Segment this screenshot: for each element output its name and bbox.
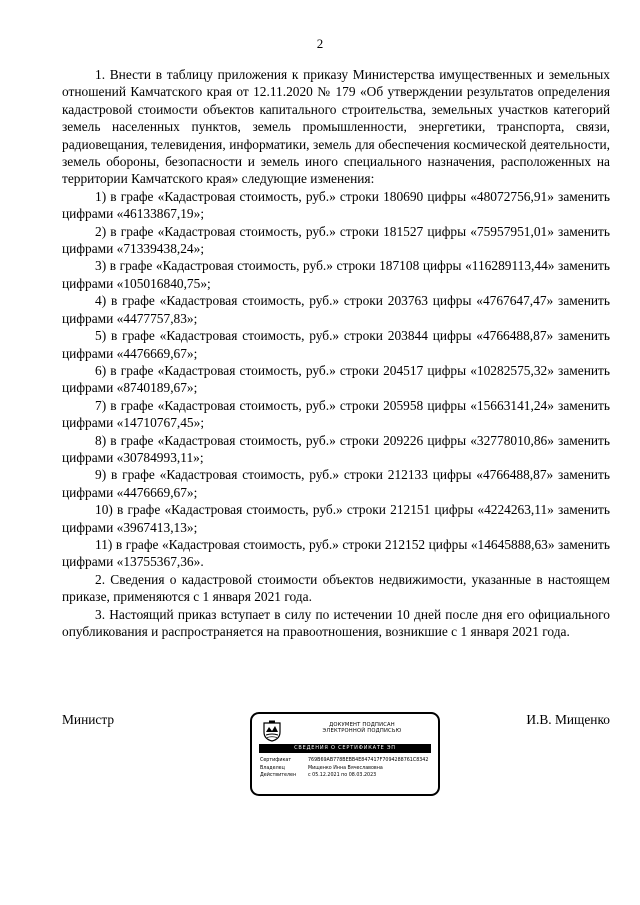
stamp-title (290, 722, 434, 735)
paragraph-1-intro: 1. Внести в таблицу приложения к приказу Министерства имущественных и земельных отношений Камчатского края от 12.11.2020 № 179 «Об утверждении результатов определения кадастровой стоимости объектов капитального строительства, земельных участков категорий земель населенных пунктов, земель промышленности, энергетики, транспорта, связи, радиовещания, телевидения, информатики, земель для обеспечения космической деятельности, земель обороны, безопасности и земель иного специального назначения, расположенных на территории Камчатского края» следующие изменения: (62, 67, 610, 187)
stamp-certificate-details (260, 757, 432, 780)
certificate-label: Сертификат (260, 758, 292, 763)
stamp-title-line-2: ЭЛЕКТРОННОЙ ПОДПИСЬЮ (322, 728, 402, 735)
amendment-item-3: 3) в графе «Кадастровая стоимость, руб.» строки 187108 цифры «116289113,44» заменить цифрами «105016840,75»; (62, 258, 610, 291)
signature-position: Министр (62, 712, 115, 727)
validity-label: Действителен (260, 773, 297, 779)
stamp-certificate-header: СВЕДЕНИЯ О СЕРТИФИКАТЕ ЭП (259, 744, 431, 753)
amendment-item-11: 11) в графе «Кадастровая стоимость, руб.» строки 212152 цифры «14645888,63» заменить цифрами «13755367,36». (62, 536, 610, 570)
amendment-item-6: 6) в графе «Кадастровая стоимость, руб.» строки 204517 цифры «10282575,32» заменить цифрами «8740189,67»; (62, 362, 610, 396)
electronic-signature-stamp (250, 712, 440, 796)
amendment-item-8: 8) в графе «Кадастровая стоимость, руб.» строки 209226 цифры «32778010,86» заменить цифрами «30784993,11»; (62, 432, 610, 465)
stamp-title-line-1: ДОКУМЕНТ ПОДПИСАН (329, 722, 395, 728)
amendment-item-5: 5) в графе «Кадастровая стоимость, руб.» строки 203844 цифры «4766488,87» заменить цифрами «4476669,67»; (62, 328, 610, 361)
amendment-item-1: 1) в графе «Кадастровая стоимость, руб.» строки 180690 цифры «48072756,91» заменить цифрами «46133867,19»; (62, 188, 610, 222)
owner-value: Мищенко Инна Вячеславовна (308, 765, 383, 771)
stamp-row-certificate (260, 757, 432, 765)
page-number: 2 (316, 36, 324, 51)
signature-name: И.В. Мищенко (526, 712, 610, 727)
document-body (62, 66, 610, 640)
amendment-item-7: 7) в графе «Кадастровая стоимость, руб.» строки 205958 цифры «15663141,24» заменить цифрами «14710767,45»; (62, 397, 610, 431)
amendment-item-2: 2) в графе «Кадастровая стоимость, руб.» строки 181527 цифры «75957951,01» заменить цифрами «71339438,24»; (62, 223, 610, 257)
amendment-item-4: 4) в графе «Кадастровая стоимость, руб.» строки 203763 цифры «4767647,47» заменить цифрами «4477757,83»; (62, 293, 610, 326)
certificate-value: 769B69AB778BEBB4E847417F7094288761C8342 (308, 758, 429, 763)
coat-of-arms-icon (262, 720, 282, 742)
paragraph-2: 2. Сведения о кадастровой стоимости объектов недвижимости, указанные в настоящем приказе, применяются с 1 января 2021 года. (62, 571, 610, 605)
amendment-item-9: 9) в графе «Кадастровая стоимость, руб.» строки 212133 цифры «4766488,87» заменить цифрами «4476669,67»; (62, 467, 610, 500)
stamp-row-validity (260, 772, 432, 780)
validity-value: с 05.12.2021 по 08.03.2023 (308, 773, 377, 779)
paragraph-3: 3. Настоящий приказ вступает в силу по истечении 10 дней после дня его официального опубликования и распространяется на правоотношения, возникшие с 1 января 2021 года. (62, 606, 610, 639)
amendment-item-10: 10) в графе «Кадастровая стоимость, руб.» строки 212151 цифры «4224263,11» заменить цифрами «3967413,13»; (62, 502, 610, 535)
stamp-row-owner (260, 765, 432, 773)
owner-label: Владелец (260, 765, 285, 771)
